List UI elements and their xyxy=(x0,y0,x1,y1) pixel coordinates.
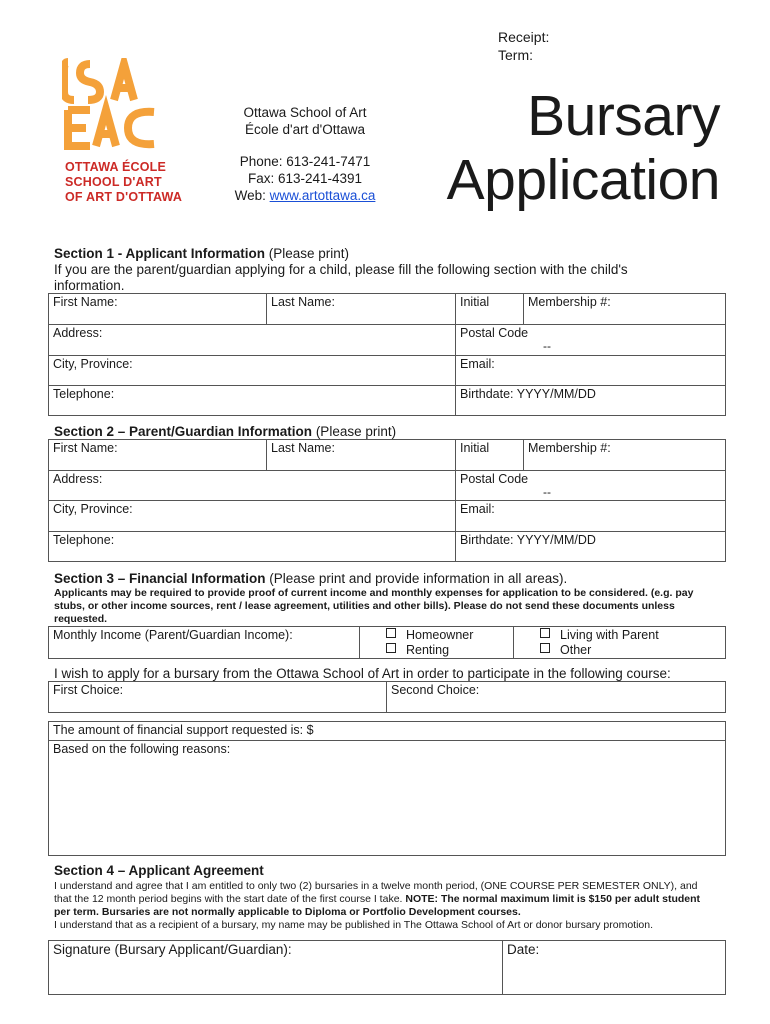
section-2-title-suffix: (Please print) xyxy=(312,424,397,439)
receipt-label: Receipt: xyxy=(498,29,550,45)
applicant-telephone-field[interactable]: Telephone: xyxy=(49,386,456,416)
section-2-title: Section 2 – Parent/Guardian Information xyxy=(54,424,313,439)
receipt-term-block xyxy=(498,28,549,64)
parent-city-field[interactable]: City, Province: xyxy=(49,501,456,532)
parent-first-name-field[interactable]: First Name: xyxy=(49,440,267,471)
other-checkbox[interactable] xyxy=(540,643,550,653)
section-3-heading xyxy=(54,571,567,587)
website-link[interactable]: www.artottawa.ca xyxy=(269,188,376,203)
postal-dash: -- xyxy=(543,339,551,353)
osa-logo-mark xyxy=(62,58,162,150)
logo-wordmark: OTTAWA ÉCOLE SCHOOL D'ART OF ART D'OTTAWA xyxy=(65,160,183,204)
financial-table xyxy=(48,626,726,659)
fax-text: Fax: 613-241-4391 xyxy=(247,171,363,186)
section-3-title-suffix: (Please print and provide information in all areas). xyxy=(265,571,568,586)
first-choice-field[interactable]: First Choice: xyxy=(49,682,387,713)
section-1-heading xyxy=(54,246,349,262)
agreement-para-1: I understand and agree that I am entitled to only two (2) bursaries in a twelve month period, (ONE COURSE PER SEMESTER ONLY), and that the 12 month period begins with the start date of the first course I take. xyxy=(54,880,698,905)
parent-initial-field[interactable]: Initial xyxy=(456,440,524,471)
homeowner-option[interactable] xyxy=(386,628,509,643)
homeowner-label: Homeowner xyxy=(406,628,474,642)
school-name xyxy=(226,104,384,138)
parent-email-field[interactable]: Email: xyxy=(456,501,726,532)
section-4-title: Section 4 – Applicant Agreement xyxy=(54,863,264,878)
agreement-text xyxy=(54,880,706,932)
living-options xyxy=(514,627,726,659)
renting-checkbox[interactable] xyxy=(386,643,396,653)
postal-code-label: Postal Code xyxy=(460,472,529,486)
parent-info-table xyxy=(48,439,726,562)
section-1-title: Section 1 - Applicant Information xyxy=(54,246,266,261)
applicant-address-field[interactable]: Address: xyxy=(49,325,456,356)
applicant-initial-field[interactable]: Initial xyxy=(456,294,524,325)
postal-dash: -- xyxy=(543,485,551,499)
form-title xyxy=(430,84,720,212)
section-1-title-suffix: (Please print) xyxy=(265,246,350,261)
homeowner-checkbox[interactable] xyxy=(386,628,396,638)
parent-postal-code-field[interactable] xyxy=(456,471,726,501)
signature-table xyxy=(48,940,726,995)
applicant-membership-field[interactable]: Membership #: xyxy=(524,294,726,325)
other-option[interactable] xyxy=(540,643,721,658)
applicant-info-table xyxy=(48,293,726,416)
phone-text: Phone: 613-241-7471 xyxy=(239,154,371,169)
section-4-heading xyxy=(54,863,264,879)
parent-telephone-field[interactable]: Telephone: xyxy=(49,532,456,562)
support-request-table xyxy=(48,721,726,856)
housing-options xyxy=(360,627,514,659)
parent-membership-field[interactable]: Membership #: xyxy=(524,440,726,471)
parent-birthdate-field[interactable]: Birthdate: YYYY/MM/DD xyxy=(456,532,726,562)
web-label: Web: xyxy=(234,188,270,203)
signature-field[interactable]: Signature (Bursary Applicant/Guardian): xyxy=(49,941,503,995)
living-with-parent-checkbox[interactable] xyxy=(540,628,550,638)
course-choice-table xyxy=(48,681,726,713)
title-line-2: Application xyxy=(446,148,720,212)
second-choice-field[interactable]: Second Choice: xyxy=(387,682,726,713)
postal-code-label: Postal Code xyxy=(460,326,529,340)
monthly-income-field[interactable]: Monthly Income (Parent/Guardian Income): xyxy=(49,627,360,659)
applicant-email-field[interactable]: Email: xyxy=(456,356,726,386)
contact-info xyxy=(222,153,388,204)
section-1-note: If you are the parent/guardian applying for a child, please fill the following section with the child's information. xyxy=(54,262,628,293)
living-with-parent-label: Living with Parent xyxy=(560,628,659,642)
parent-address-field[interactable]: Address: xyxy=(49,471,456,501)
reasons-field[interactable]: Based on the following reasons: xyxy=(49,741,726,856)
term-label: Term: xyxy=(498,47,533,63)
renting-option[interactable] xyxy=(386,643,509,658)
living-with-parent-option[interactable] xyxy=(540,628,721,643)
parent-last-name-field[interactable]: Last Name: xyxy=(267,440,456,471)
school-name-fr: École d'art d'Ottawa xyxy=(245,122,365,137)
school-name-en: Ottawa School of Art xyxy=(243,105,367,120)
amount-requested-field[interactable]: The amount of financial support requested is: $ xyxy=(49,722,726,741)
applicant-city-field[interactable]: City, Province: xyxy=(49,356,456,386)
applicant-first-name-field[interactable]: First Name: xyxy=(49,294,267,325)
title-line-1: Bursary xyxy=(527,84,720,148)
other-label: Other xyxy=(560,643,592,657)
osa-logo xyxy=(62,58,212,155)
applicant-birthdate-field[interactable]: Birthdate: YYYY/MM/DD xyxy=(456,386,726,416)
applicant-last-name-field[interactable]: Last Name: xyxy=(267,294,456,325)
financial-proof-note: Applicants may be required to provide proof of current income and monthly expenses for application to be considered. (e.g. pay stubs, or other income sources, rent / lease agreement, utilities and other bills). Please do not send these documents unless requested. xyxy=(54,587,694,625)
section-2-heading xyxy=(54,424,396,440)
agreement-note: NOTE: The normal maximum limit is $150 per adult student per term. Bursaries are not normally applicable to Diploma or Portfolio Development courses. xyxy=(54,893,701,918)
renting-label: Renting xyxy=(406,643,450,657)
web-line xyxy=(222,187,388,204)
section-3-title: Section 3 – Financial Information xyxy=(54,571,266,586)
date-field[interactable]: Date: xyxy=(503,941,726,995)
agreement-para-2: I understand that as a recipient of a bursary, my name may be published in The Ottawa School of Art or donor bursary promotion. xyxy=(54,919,654,931)
course-intro: I wish to apply for a bursary from the Ottawa School of Art in order to participate in the following course: xyxy=(54,666,671,681)
applicant-postal-code-field[interactable] xyxy=(456,325,726,356)
